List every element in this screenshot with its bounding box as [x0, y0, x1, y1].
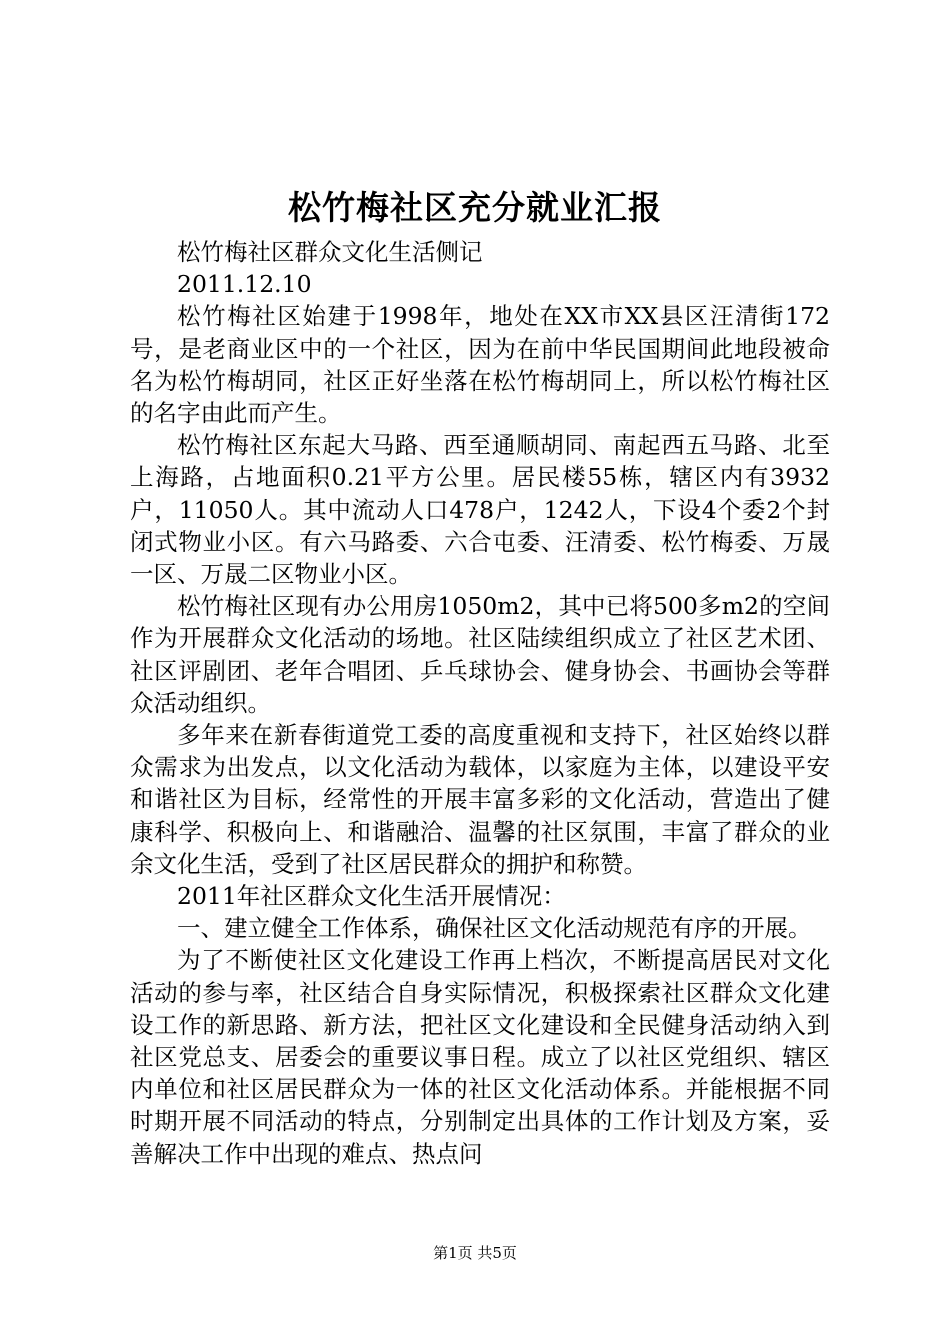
document-body — [130, 236, 830, 1170]
section-intro-paragraph: 2011年社区群众文化生活开展情况： — [177, 882, 566, 911]
body-paragraph: 多年来在新春街道党工委的高度重视和支持下，社区始终以群众需求为出发点，以文化活动为载体，以家庭为主体，以建设平安和谐社区为目标，经常性的开展丰富多彩的文化活动，营造出了健康科学、积极向上、和谐融洽、温馨的社区氛围，丰富了群众的业余文化生活，受到了社区居民群众的拥护和称赞。 — [130, 721, 830, 878]
page-footer: 第1页 共5页 — [433, 1244, 517, 1262]
section-heading-paragraph: 一、建立健全工作体系，确保社区文化活动规范有序的开展。 — [177, 914, 812, 943]
body-paragraph: 松竹梅社区始建于1998年，地处在XX市XX县区汪清街172号，是老商业区中的一个社区，因为在前中华民国期间此地段被命名为松竹梅胡同，社区正好坐落在松竹梅胡同上，所以松竹梅社区的名字由此而产生。 — [130, 302, 830, 428]
body-paragraph: 松竹梅社区东起大马路、西至通顺胡同、南起西五马路、北至上海路，占地面积0.21平方公里。居民楼55栋，辖区内有3932户，11050人。其中流动人口478户，1242人，下设4个委2个封闭式物业小区。有六马路委、六合屯委、汪清委、松竹梅委、万晟一区、万晟二区物业小区。 — [130, 431, 830, 589]
body-paragraph: 为了不断使社区文化建设工作再上档次，不断提高居民对文化活动的参与率，社区结合自身实际情况，积极探索社区群众文化建设工作的新思路、新方法，把社区文化建设和全民健身活动纳入到社区党总支、居委会的重要议事日程。成立了以社区党组织、辖区内单位和社区居民群众为一体的社区文化活动体系。并能根据不同时期开展不同活动的特点，分别制定出具体的工作计划及方案，妥善解决工作中出现的难点、热点问 — [130, 946, 830, 1168]
subtitle-paragraph: 松竹梅社区群众文化生活侧记 — [177, 238, 483, 266]
body-paragraph: 松竹梅社区现有办公用房1050m2，其中已将500多m2的空间作为开展群众文化活动的场地。社区陆续组织成立了社区艺术团、社区评剧团、老年合唱团、乒乓球协会、健身协会、书画协会等群众活动组织。 — [130, 592, 830, 717]
date-paragraph: 2011.12.10 — [177, 270, 312, 299]
document-title: 松竹梅社区充分就业汇报 — [288, 188, 662, 227]
